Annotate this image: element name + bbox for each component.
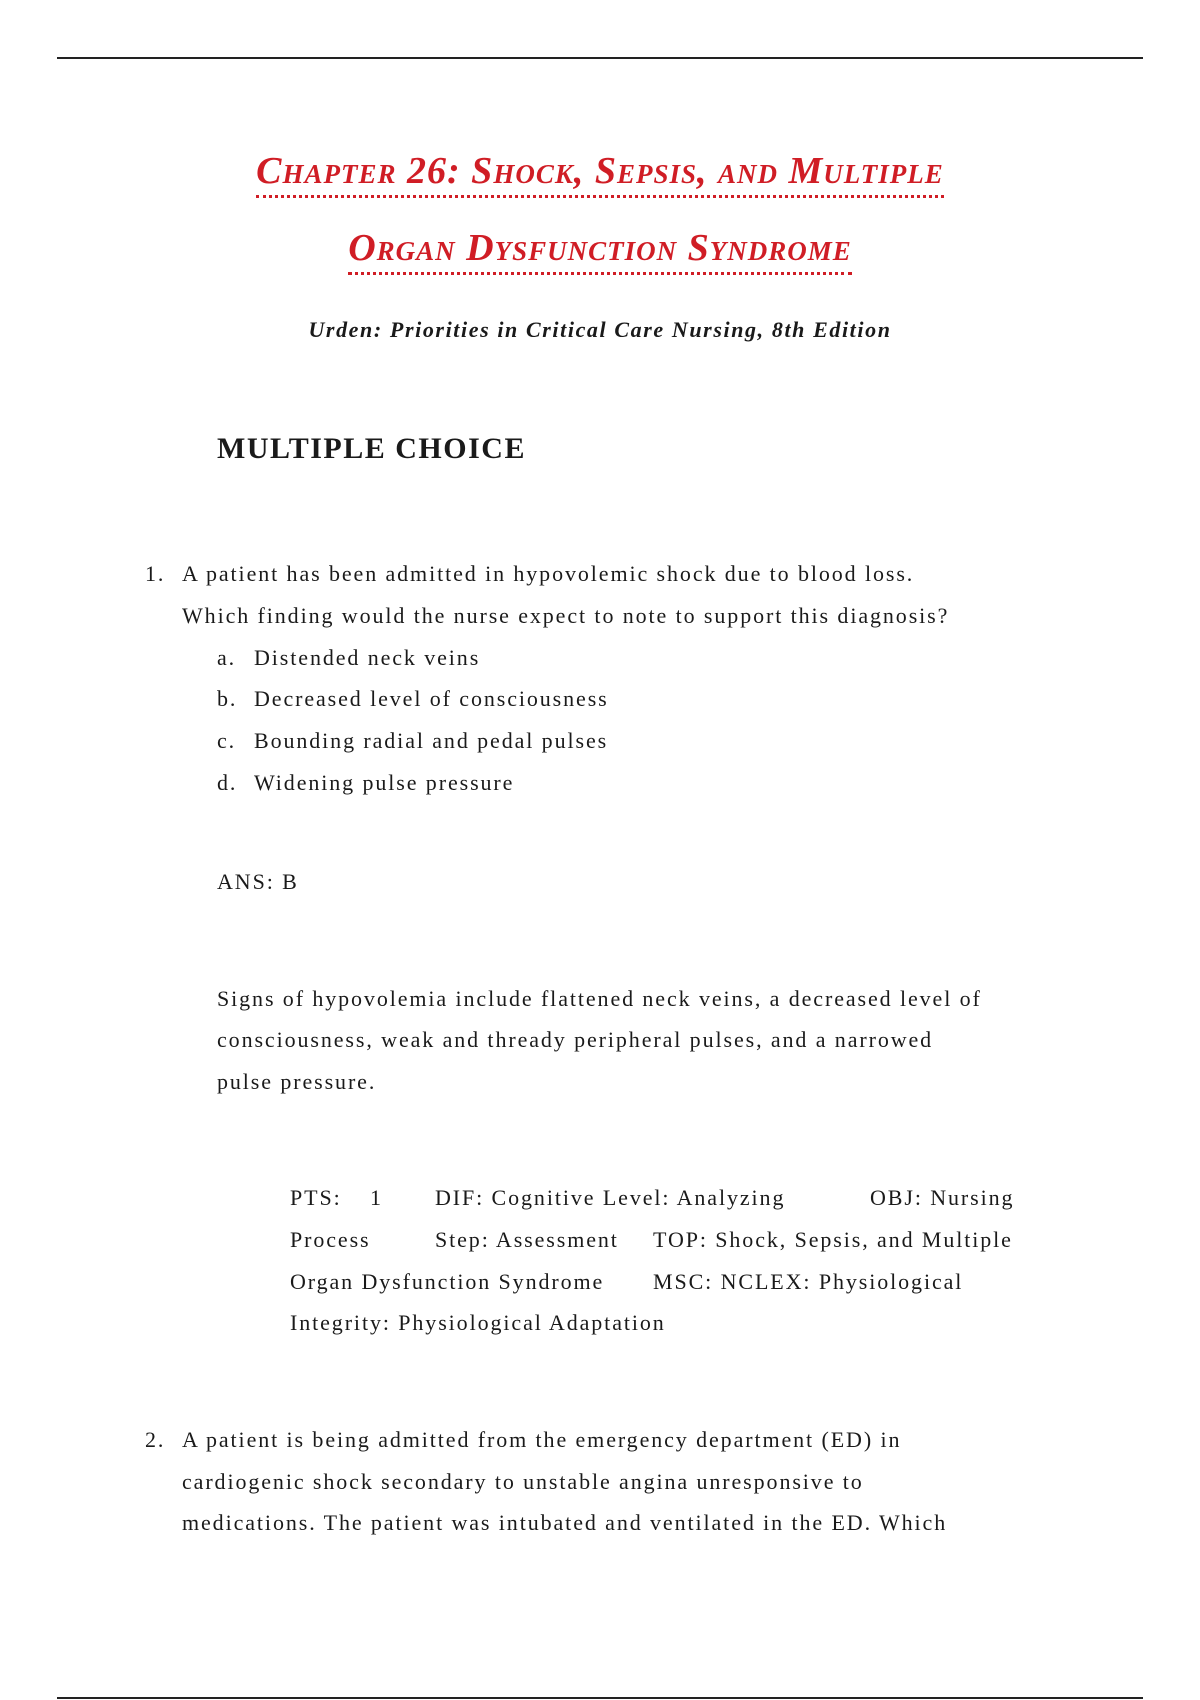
book-subtitle: Urden: Priorities in Critical Care Nursing, 8th Edition [308,317,892,342]
rationale-line: Signs of hypovolemia include flattened neck veins, a decreased level of [217,986,982,1011]
chapter-title-line-2: Organ Dysfunction Syndrome [0,229,1200,267]
option-letter: b. [217,686,238,711]
meta-top-continued: Organ Dysfunction Syndrome [290,1269,605,1294]
option-text: Widening pulse pressure [254,770,515,795]
option-b [217,678,609,720]
rationale-line: consciousness, weak and thready peripheral pulses, and a narrowed [217,1027,934,1052]
chapter-title-line-1: Chapter 26: Shock, Sepsis, and Multiple [0,152,1200,190]
option-letter: d. [217,770,238,795]
top-rule [57,57,1143,59]
question-stem-line: A patient has been admitted in hypovolemic shock due to blood loss. [182,561,915,586]
option-text: Bounding radial and pedal pulses [254,728,609,753]
meta-obj: OBJ: Nursing [870,1185,1015,1210]
option-a [217,637,480,679]
question-number: 1. [145,561,166,586]
meta-obj-continued: Process [290,1227,371,1252]
option-letter: a. [217,645,237,670]
option-text: Distended neck veins [254,645,481,670]
answer-key: ANS: B [217,869,299,894]
question-stem-line: medications. The patient was intubated and ventilated in the ED. Which [182,1510,948,1535]
option-letter: c. [217,728,237,753]
meta-pts-value: 1 [370,1185,383,1210]
meta-msc-continued: Integrity: Physiological Adaptation [290,1310,666,1335]
option-text: Decreased level of consciousness [254,686,609,711]
meta-dif: DIF: Cognitive Level: Analyzing [435,1185,786,1210]
question-stem-line: A patient is being admitted from the emergency department (ED) in [182,1427,902,1452]
meta-pts-label: PTS: [290,1185,342,1210]
option-d [217,762,514,804]
meta-top: TOP: Shock, Sepsis, and Multiple [653,1227,1013,1252]
bottom-rule [57,1697,1143,1699]
section-heading: MULTIPLE CHOICE [217,432,526,465]
question-stem-line: Which finding would the nurse expect to note to support this diagnosis? [182,603,950,628]
option-c [217,720,608,762]
meta-msc: MSC: NCLEX: Physiological [653,1269,964,1294]
question-number: 2. [145,1427,166,1452]
meta-step: Step: Assessment [435,1227,619,1252]
rationale-line: pulse pressure. [217,1069,377,1094]
question-stem-line: cardiogenic shock secondary to unstable angina unresponsive to [182,1469,864,1494]
